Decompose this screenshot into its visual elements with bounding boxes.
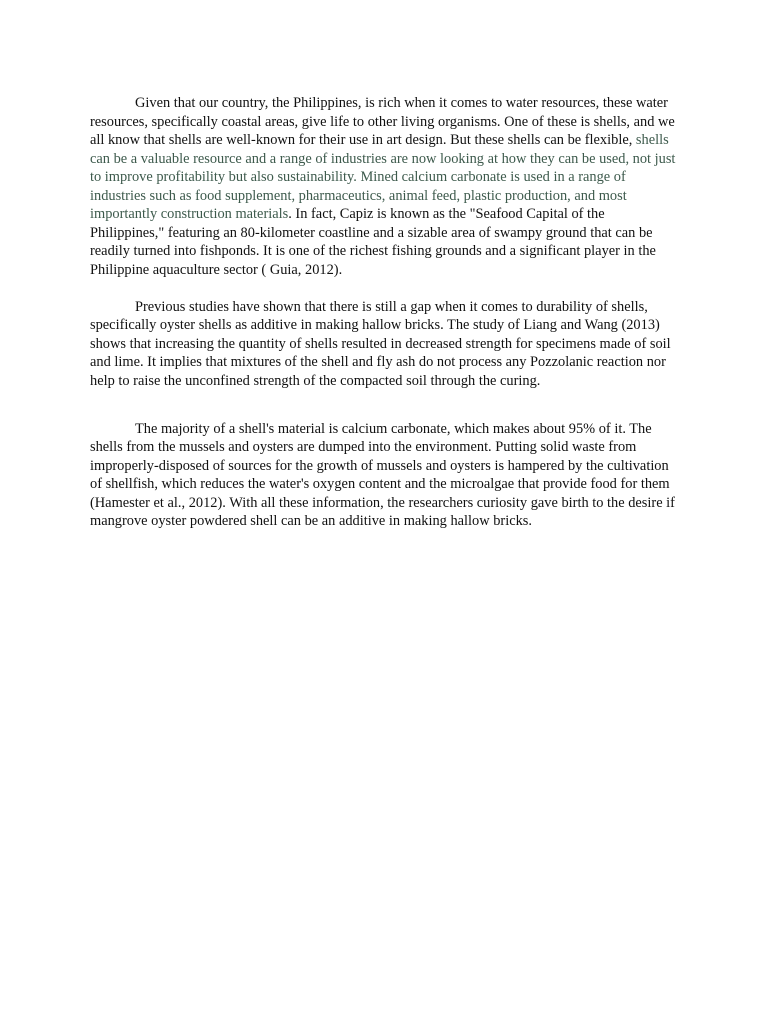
paragraph-2: Previous studies have shown that there is still a gap when it comes to durability of shells, specifically oyster shells as additive in making hallow bricks. The study of Liang and Wang (2013) shows that increasing the quantity of shells resulted in decreased strength for specimens made of soil and lime. It implies that mixtures of the shell and fly ash do not process any Pozzolanic reaction nor help to raise the unconfined strength of the compacted soil through the curing. — [90, 298, 671, 389]
paragraph-3: The majority of a shell's material is calcium carbonate, which makes about 95% of it. The shells from the mussels and oysters are dumped into the environment. Putting solid waste from improperly-disposed of sources for the growth of mussels and oysters is hampered by the cultivation of shellfish, which reduces the water's oxygen content and the microalgae that provide food for them (Hamester et al., 2012). With all these information, the researchers curiosity gave birth to the desire if mangrove oyster powdered shell can be an additive in making hallow bricks. — [90, 420, 675, 529]
paragraph-1 — [90, 94, 678, 279]
paragraph-1-text-start: Given that our country, the Philippines, is rich when it comes to water resources, these water resources, specifically coastal areas, give life to other living organisms. One of these is shells, and we all know that shells are well-known for their use in art design. But these shells can be flexible, — [90, 95, 675, 148]
paragraph-1-highlighted-text: shells can be a valuable resource and a range of industries are now looking at how they can be used, not just to improve profitability but also sustainability. Mined calcium carbonate is used in a range of industries such as food supplement, pharmaceutics, animal feed, plastic production, and most importantly construction materials — [90, 132, 676, 222]
document-body — [90, 94, 678, 531]
paragraph-1-text-end: . In fact, Capiz is known as the "Seafood Capital of the Philippines," featuring an 80-kilometer coastline and a sizable area of swampy ground that can be readily turned into fishponds. It is one of the richest fishing grounds and a significant player in the Philippine aquaculture sector ( Guia, 2012). — [90, 206, 656, 278]
